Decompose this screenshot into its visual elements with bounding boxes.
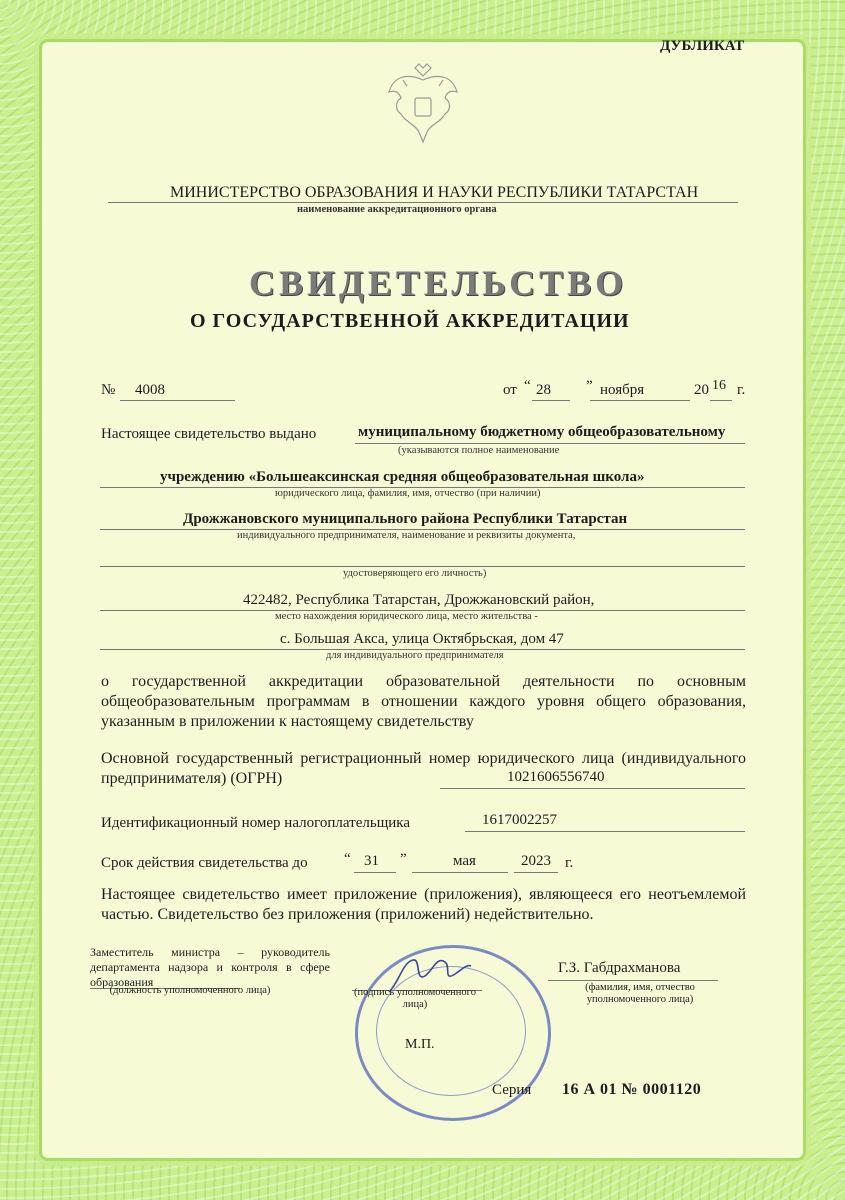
ministry-caption: наименование аккредитационного органа <box>297 204 497 215</box>
valid-day: 31 <box>364 853 379 869</box>
ogrn-text: Основной государственный регистрационный номер юридического лица (индивидуального предпринимателя) (ОГРН) <box>101 750 746 787</box>
valid-month: мая <box>453 853 476 869</box>
appendix-text: Настоящее свидетельство имеет приложение (приложения), являющееся его неотъемлемой частью. Свидетельство без приложения (приложений) недействительно. <box>101 886 746 923</box>
duplicate-mark: ДУБЛИКАТ <box>660 38 745 54</box>
ministry-name: МИНИСТЕРСТВО ОБРАЗОВАНИЯ И НАУКИ РЕСПУБЛИКИ ТАТАРСТАН <box>170 184 699 201</box>
stamp-mark: М.П. <box>405 1037 435 1052</box>
valid-until-label: Срок действия свидетельства до <box>101 855 308 871</box>
certificate-title: СВИДЕТЕЛЬСТВО <box>249 263 628 303</box>
caption-4: удостоверяющего его личность) <box>343 568 487 579</box>
series-label: Серия <box>492 1082 532 1098</box>
date-day: 28 <box>536 382 551 398</box>
address-line-2: с. Большая Акса, улица Октябрьская, дом 47 <box>280 631 564 647</box>
ogrn-value: 1021606556740 <box>507 769 605 785</box>
certificate-number: 4008 <box>135 382 165 398</box>
caption-5: место нахождения юридического лица, место жительства - <box>275 611 538 622</box>
date-month: ноября <box>600 382 645 398</box>
russian-coat-of-arms-icon <box>385 62 461 151</box>
valid-year: 2023 <box>521 853 551 869</box>
issued-line-3: Дрожжановского муниципального района Республики Татарстан <box>183 511 628 527</box>
valid-year-unit: г. <box>565 855 574 871</box>
issued-line-1: муниципальному бюджетному общеобразовательному <box>358 424 726 440</box>
signature-caption: (подпись уполномоченного лица) <box>354 987 476 1010</box>
series-value: 16 А 01 № 0001120 <box>562 1081 702 1098</box>
issued-label: Настоящее свидетельство выдано <box>101 426 317 442</box>
signer-position-caption: (должность уполномоченного лица) <box>109 985 271 996</box>
date-year-prefix: 20 <box>694 382 709 398</box>
signer-position: Заместитель министра – руководитель департамента надзора и контроля в сфере образования <box>90 945 330 989</box>
caption-6: для индивидуального предпринимателя <box>326 650 504 661</box>
issued-line-2: учреждению «Большеаксинская средняя общеобразовательная школа» <box>160 469 645 485</box>
date-from-label: от <box>503 382 517 398</box>
date-year-unit: г. <box>737 382 746 398</box>
number-label: № <box>101 382 116 398</box>
caption-3: индивидуального предпринимателя, наименование и реквизиты документа, <box>237 530 576 541</box>
accreditation-text: о государственной аккредитации образовательной деятельности по основным общеобразовательным программам в отношении каждого уровня общего образования, указанным в приложении к настоящему свидетельству <box>101 673 746 730</box>
caption-2: юридического лица, фамилия, имя, отчество (при наличии) <box>275 488 541 499</box>
inn-value: 1617002257 <box>482 812 557 828</box>
caption-1: (указываются полное наименование <box>398 445 560 456</box>
certificate-subtitle: О ГОСУДАРСТВЕННОЙ АККРЕДИТАЦИИ <box>190 310 630 332</box>
inn-label: Идентификационный номер налогоплательщика <box>101 815 411 831</box>
signer-name: Г.З. Габдрахманова <box>558 960 681 976</box>
signer-name-caption: (фамилия, имя, отчество уполномоченного лица) <box>585 982 695 1005</box>
address-line-1: 422482, Республика Татарстан, Дрожжановский район, <box>243 592 595 608</box>
certificate-page: ДУБЛИКАТ МИНИСТЕРСТВО ОБРАЗОВАНИЯ И НАУКИ РЕСПУБЛИКИ ТАТАРСТАН наименование аккредитационного органа СВИДЕТЕЛЬСТВО О ГОСУДАРСТВЕННОЙ АККРЕДИТАЦИИ № 4008 от “ 28 ” ноября 20 16 г. Настоящее свидетельство выдано муниципальному бюджетному общеобразовательному (указываются полное наименование учреждению «Большеаксинская средняя общеобразовательная школа» юридического лица, фамилия, имя, отчество (при наличии) Дрожжановского муниципального района Республики Татарстан индивидуального предпринимателя, наименование и реквизиты документа, удостоверяющего его личность) 422482, Республика Татарстан, Дрожжановский район, место нахождения юридического лица, место жительства - с. Большая Акса, улица Октябрьская, дом 47 для индивидуального предпринимателя о государственной аккредитации образовательной деятельности по основным общеобразовательным программам в отношении каждого уровня общего образования, указанным в приложении к настоящему свидетельству Основной государственный регистрационный номер юридического лица (индивидуального предпринимателя) (ОГРН) 1021606556740 Идентификационный номер налогоплательщика 1617002257 Срок действия свидетельства до “ 31 ” мая 2023 г. Настоящее свидетельство имеет приложение (приложения), являющееся его неотъемлемой частью. Свидетельство без приложения (приложений) недействительно. Заместитель министра – руководитель департамента надзора и контроля в сфере образования (должность уполномоченного лица) (подпись уполномоченного лица) Г.З. Габдрахманова (фамилия, имя, отчество уполномоченного лица) М.П. Серия 16 А 01 № 0001120 <box>0 0 845 1200</box>
date-year-suffix: 16 <box>712 378 726 393</box>
